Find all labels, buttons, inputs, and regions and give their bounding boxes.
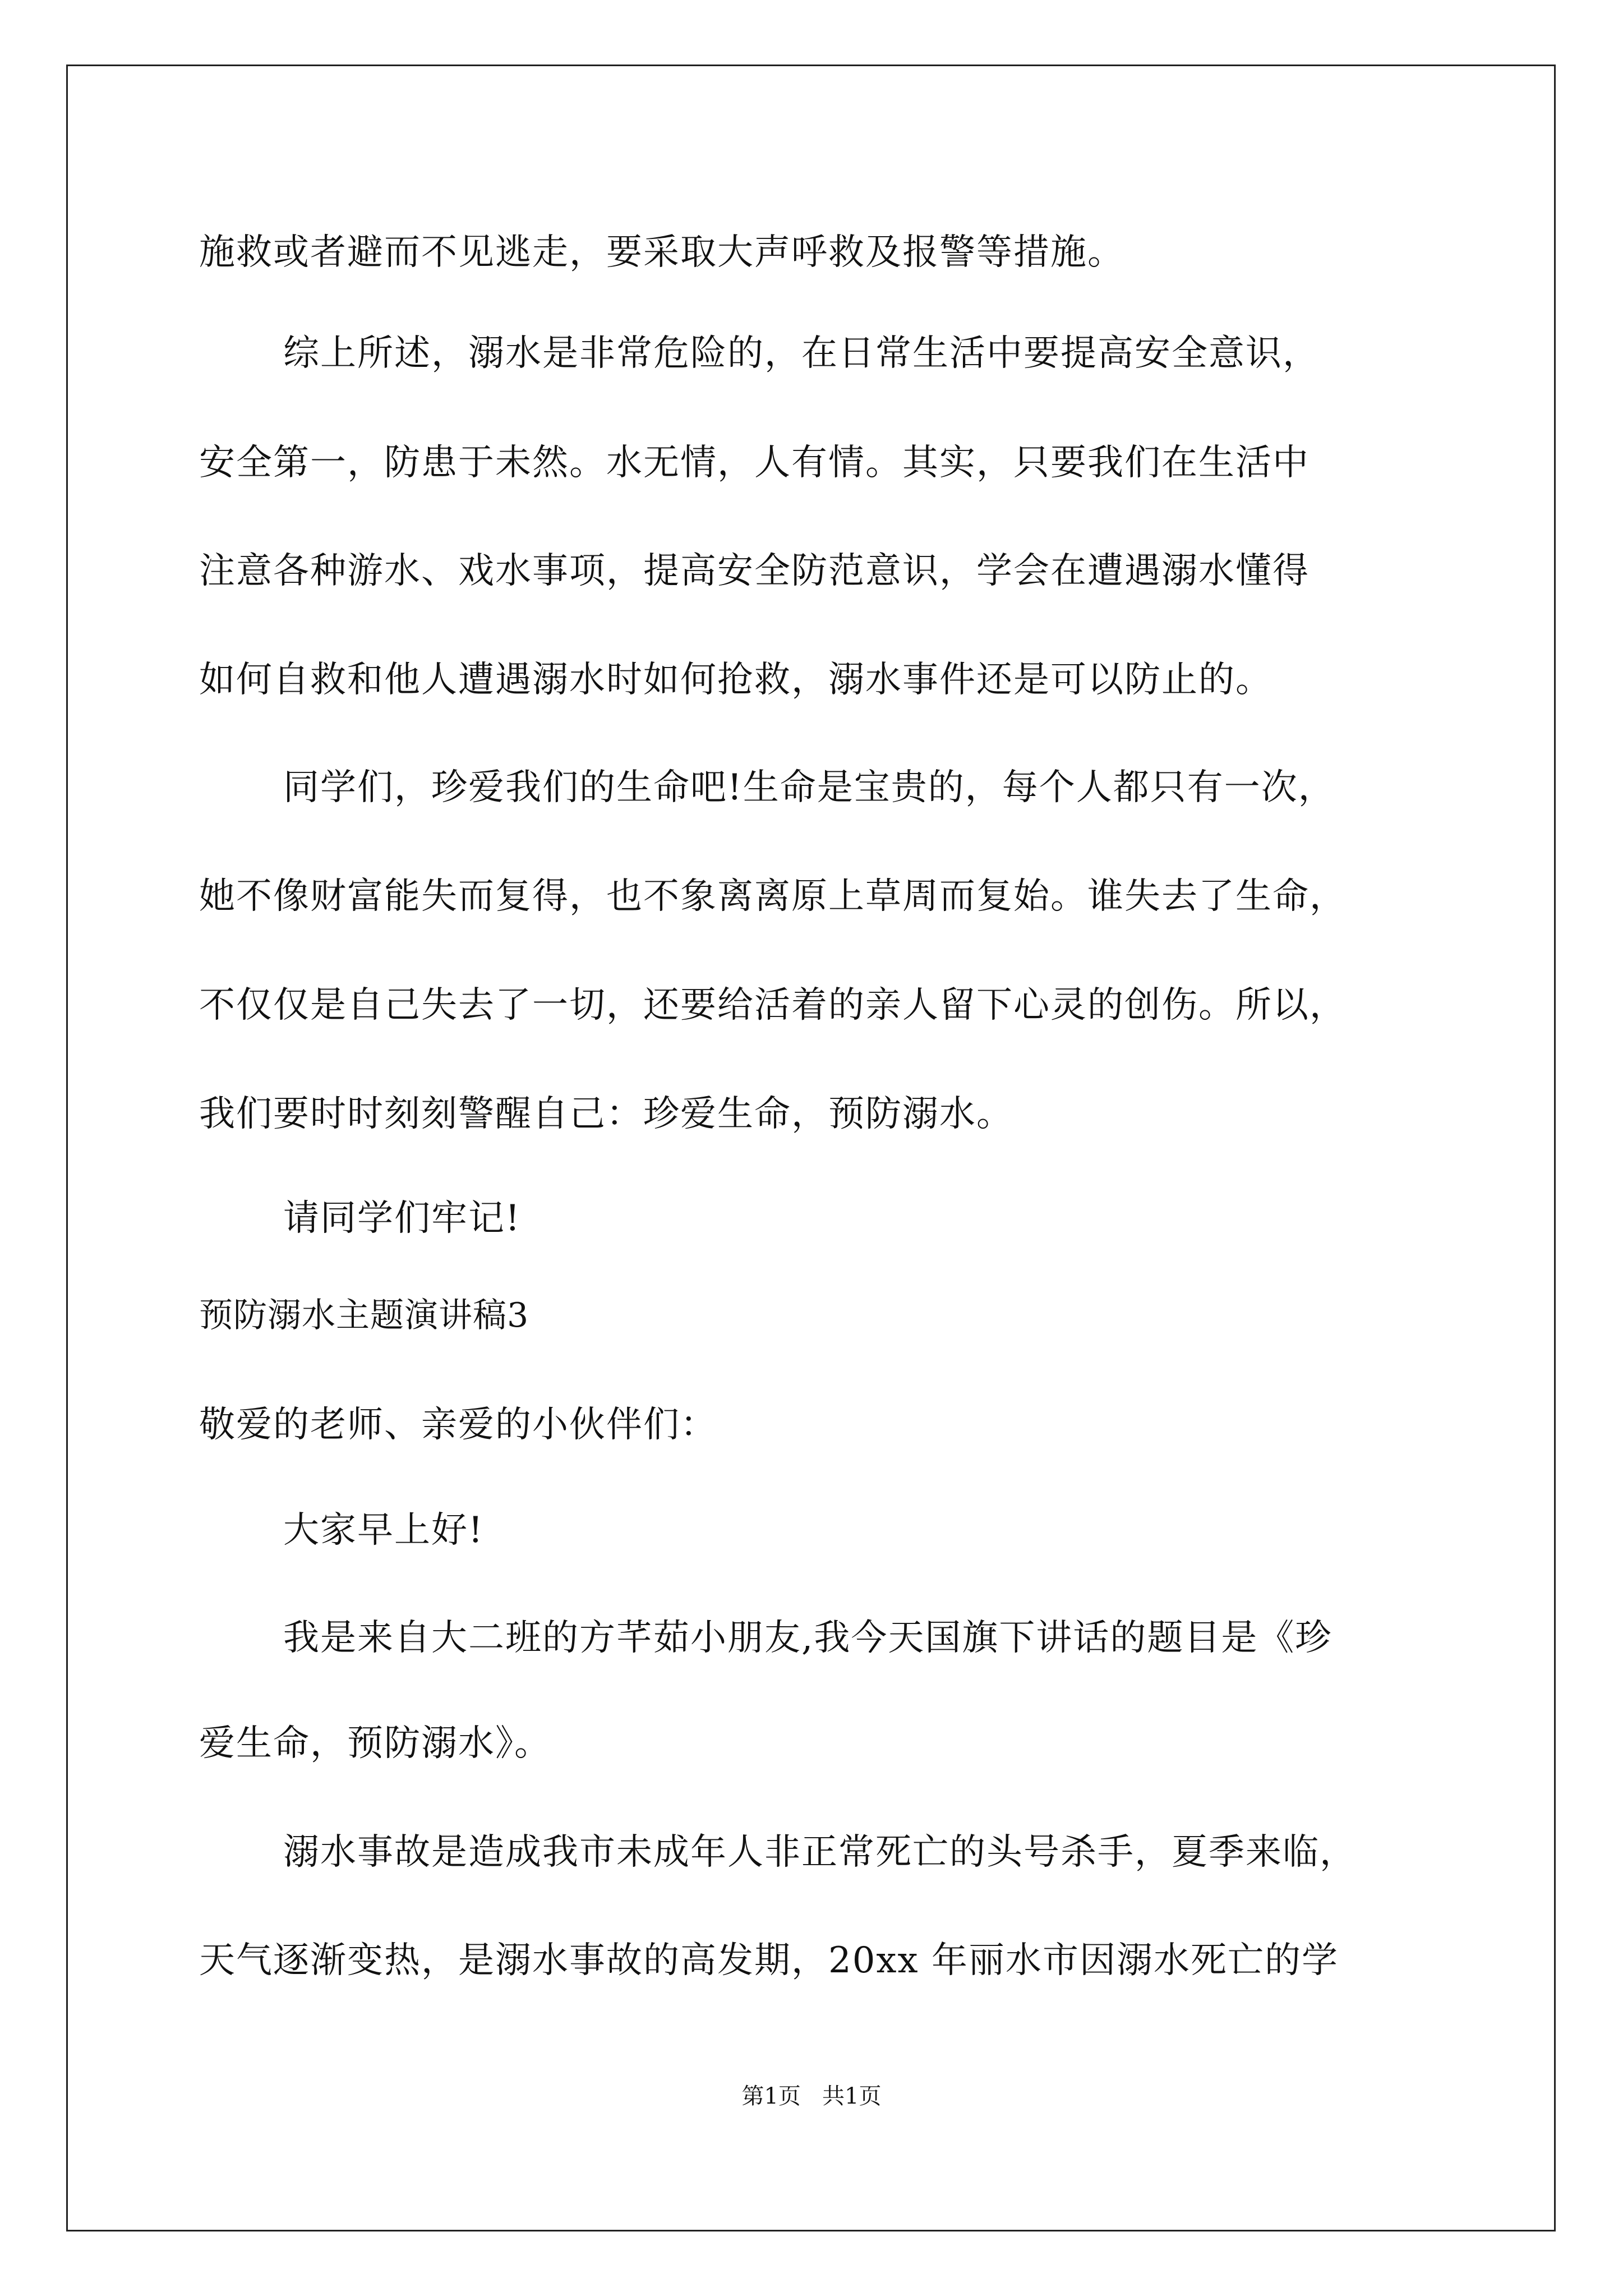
salutation: 敬爱的老师、亲爱的小伙伴们： — [199, 1404, 717, 1446]
text-line: 注意各种游水、戏水事项，提高安全防范意识，学会在遭遇溺水懂得 — [199, 550, 1310, 592]
paragraph-start: 同学们，珍爱我们的生命吧!生命是宝贵的，每个人都只有一次， — [283, 767, 1335, 808]
text-line: 施救或者避而不见逃走，要采取大声呼救及报警等措施。 — [199, 232, 1124, 273]
greeting: 大家早上好! — [283, 1510, 484, 1551]
text-line: 天气逐渐变热，是溺水事故的高发期，20xx 年丽水市因溺水死亡的学 — [199, 1940, 1339, 1981]
paragraph-start: 溺水事故是造成我市未成年人非正常死亡的头号杀手，夏季来临， — [283, 1832, 1357, 1873]
text-line: 安全第一，防患于未然。水无情，人有情。其实，只要我们在生活中 — [199, 442, 1310, 484]
text-line: 如何自救和他人遭遇溺水时如何抢救，溺水事件还是可以防止的。 — [199, 659, 1272, 701]
text-line: 她不像财富能失而复得，也不象离离原上草周而复始。谁失去了生命， — [199, 876, 1347, 917]
paragraph-start: 综上所述，溺水是非常危险的，在日常生活中要提高安全意识， — [283, 333, 1320, 374]
section-heading: 预防溺水主题演讲稿3 — [199, 1296, 529, 1335]
text-line: 不仅仅是自己失去了一切，还要给活着的亲人留下心灵的创伤。所以， — [199, 984, 1347, 1026]
page-number-footer: 第1页 共1页 — [741, 2083, 882, 2109]
paragraph-start: 请同学们牢记! — [283, 1198, 521, 1239]
text-line: 爱生命，预防溺水》。 — [199, 1723, 551, 1764]
text-line: 我们要时时刻刻警醒自己：珍爱生命，预防溺水。 — [199, 1093, 1013, 1135]
paragraph-start: 我是来自大二班的方芊茹小朋友,我今天国旗下讲话的题目是《珍 — [283, 1617, 1332, 1659]
page-border — [66, 65, 1556, 2231]
